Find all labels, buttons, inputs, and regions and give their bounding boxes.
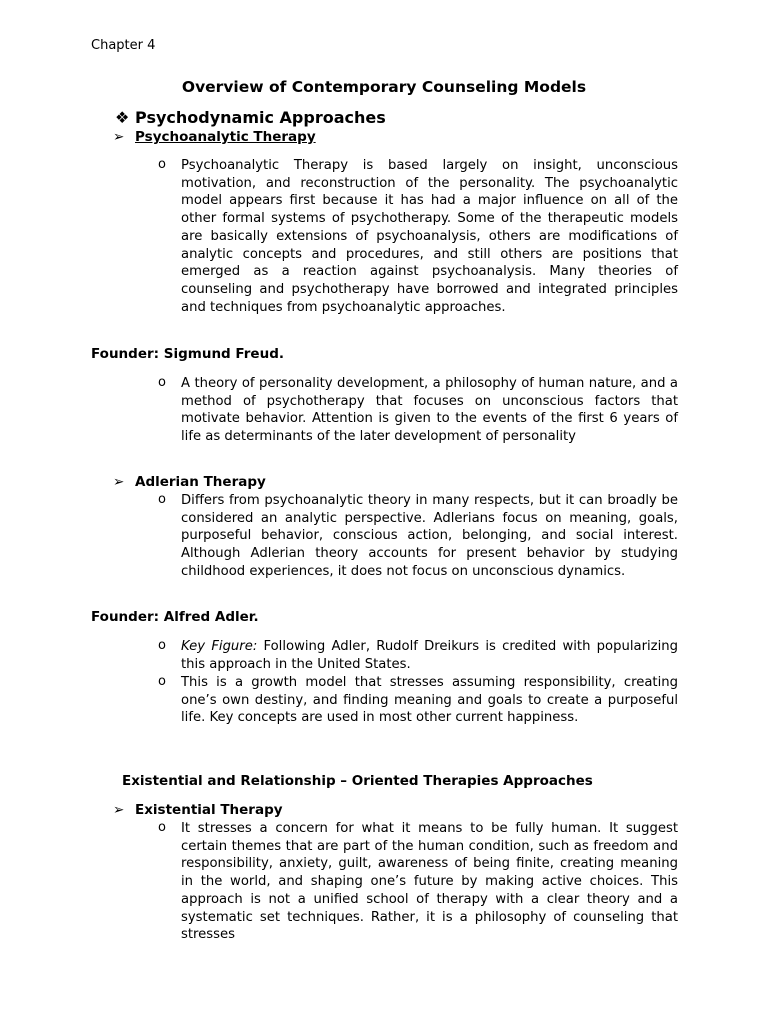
paragraph-adlerian: Differs from psychoanalytic theory in many respects, but it can broadly be considered an analytic perspective. Adlerians focus on meaning, goals, purposeful behavior, conscious action, belonging, and social interest. Although Adlerian theory accounts for present behavior by studying childhood experiences, it does not focus on unconscious dynamics.	[181, 493, 678, 579]
subheading-existential	[113, 802, 283, 818]
subheading-label: Existential Therapy	[135, 802, 283, 818]
circle-bullet-icon: o	[158, 375, 166, 390]
list-item	[158, 674, 678, 727]
circle-bullet-icon: o	[158, 638, 166, 653]
arrow-bullet-icon: ➢	[113, 129, 125, 145]
circle-bullet-icon: o	[158, 674, 166, 689]
paragraph-key-figure	[181, 638, 678, 673]
arrow-bullet-icon: ➢	[113, 802, 125, 818]
circle-bullet-icon: o	[158, 820, 166, 835]
section-heading-psychodynamic	[115, 108, 386, 127]
key-figure-text: Following Adler, Rudolf Dreikurs is credited with popularizing this approach in the United States.	[181, 639, 678, 672]
founder-freud: Founder: Sigmund Freud.	[91, 346, 284, 362]
list-item	[158, 820, 678, 944]
list-item	[158, 375, 678, 446]
diamond-bullet-icon: ❖	[115, 108, 130, 127]
circle-bullet-icon: o	[158, 157, 166, 172]
paragraph-psychoanalytic: Psychoanalytic Therapy is based largely on insight, unconscious motivation, and reconstruction of the personality. The psychoanalytic model appears first because it has had a major influence on all of the other formal systems of psychotherapy. Some of the therapeutic models are basically extensions of psychoanalysis, others are modifications of analytic concepts and procedures, and still others are positions that emerged as a reaction against psychoanalysis. Many theories of counseling and psychotherapy have borrowed and integrated principles and techniques from psychoanalytic approaches.	[181, 158, 678, 315]
subheading-label: Psychoanalytic Therapy	[135, 129, 316, 145]
paragraph-personality: A theory of personality development, a philosophy of human nature, and a method of psychotherapy that focuses on unconscious factors that motivate behavior. Attention is given to the events of the first 6 years of life as determinants of the later development of personality	[181, 376, 678, 445]
founder-adler: Founder: Alfred Adler.	[91, 609, 259, 625]
circle-bullet-icon: o	[158, 492, 166, 507]
key-figure-label: Key Figure:	[181, 639, 258, 654]
list-item	[158, 157, 678, 316]
section-heading-label: Psychodynamic Approaches	[135, 108, 386, 127]
chapter-label: Chapter 4	[91, 38, 156, 53]
arrow-bullet-icon: ➢	[113, 474, 125, 490]
page-title: Overview of Contemporary Counseling Models	[181, 78, 587, 96]
subheading-label: Adlerian Therapy	[135, 474, 266, 490]
subheading-psychoanalytic	[113, 129, 316, 145]
paragraph-existential: It stresses a concern for what it means to be fully human. It suggest certain themes that are part of the human condition, such as freedom and responsibility, anxiety, guilt, awareness of being finite, creating meaning in the world, and shaping one’s future by making active choices. This approach is not a unified school of therapy with a clear theory and a systematic set techniques. Rather, it is a philosophy of counseling that stresses	[181, 821, 678, 943]
section-heading-existential: Existential and Relationship – Oriented Therapies Approaches	[122, 773, 593, 789]
paragraph-growth-model: This is a growth model that stresses assuming responsibility, creating one’s own destiny, and finding meaning and goals to create a purposeful life. Key concepts are used in most other current happiness.	[181, 675, 678, 726]
subheading-adlerian	[113, 474, 266, 490]
list-item	[158, 638, 678, 673]
list-item	[158, 492, 678, 581]
